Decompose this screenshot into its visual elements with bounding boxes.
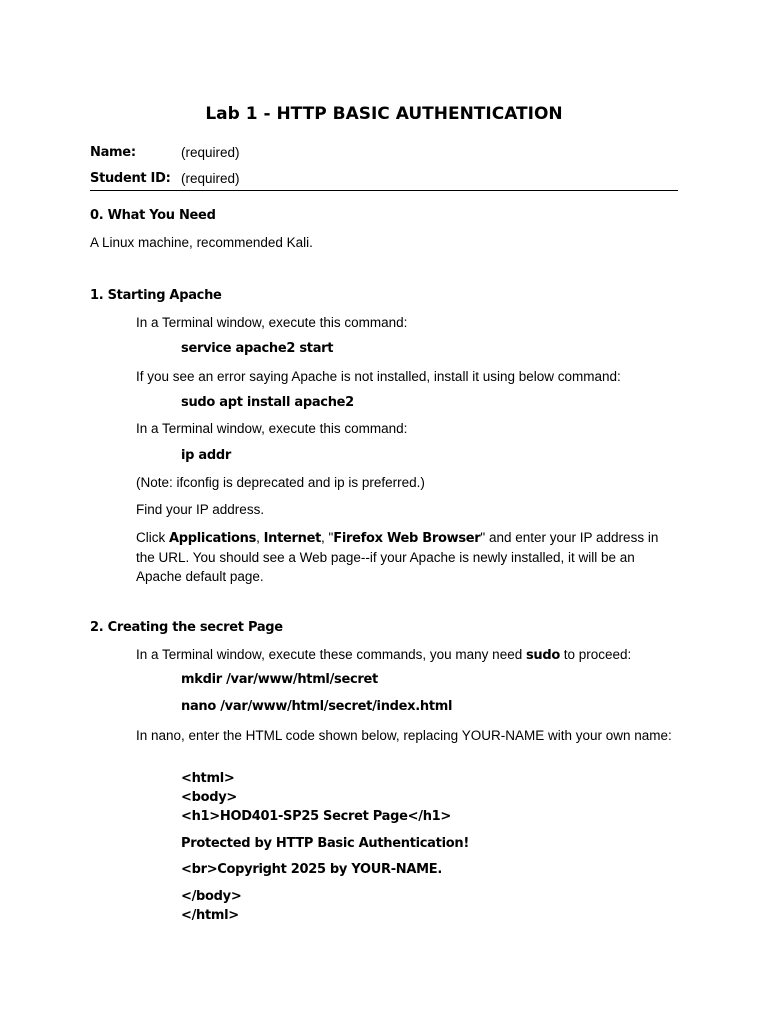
name-label: Name: bbox=[90, 145, 136, 160]
section-1-para-3: In a Terminal window, execute this command: bbox=[136, 421, 408, 436]
code-line: </html> bbox=[181, 908, 239, 923]
code-line: <br>Copyright 2025 by YOUR-NAME. bbox=[181, 862, 442, 877]
text-click: Click bbox=[136, 530, 169, 545]
text-instructions: " and enter your IP address in the URL. You should see a Web page--if your Apache is newly installed, it will be an Apache default page. bbox=[136, 530, 659, 584]
text-separator: , bbox=[256, 530, 264, 545]
text-commands-intro: In a Terminal window, execute these commands, you many need bbox=[136, 647, 526, 662]
command-install-apache: sudo apt install apache2 bbox=[181, 395, 354, 410]
section-2-para-2: In nano, enter the HTML code shown below, replacing YOUR-NAME with your own name: bbox=[136, 728, 672, 743]
text-separator: , " bbox=[321, 530, 334, 545]
section-1-para-2: If you see an error saying Apache is not installed, install it using below command: bbox=[136, 369, 621, 384]
code-line: Protected by HTTP Basic Authentication! bbox=[181, 836, 469, 851]
section-1-para-6 bbox=[136, 528, 676, 586]
header-divider bbox=[90, 190, 678, 191]
name-value: (required) bbox=[181, 145, 240, 160]
text-internet: Internet bbox=[263, 531, 321, 546]
section-0-heading: 0. What You Need bbox=[90, 208, 216, 223]
student-id-value: (required) bbox=[181, 171, 240, 186]
page-title: Lab 1 - HTTP BASIC AUTHENTICATION bbox=[205, 104, 563, 124]
student-id-label: Student ID: bbox=[90, 171, 171, 186]
text-applications: Applications bbox=[169, 531, 257, 546]
section-0-text: A Linux machine, recommended Kali. bbox=[90, 235, 313, 250]
text-firefox-web-browser: Firefox Web Browser bbox=[333, 531, 481, 546]
command-ip-addr: ip addr bbox=[181, 448, 231, 463]
section-1-para-1: In a Terminal window, execute this command: bbox=[136, 315, 408, 330]
code-line: <html> bbox=[181, 771, 235, 786]
section-1-note: (Note: ifconfig is deprecated and ip is preferred.) bbox=[136, 475, 425, 490]
section-1-heading: 1. Starting Apache bbox=[90, 288, 222, 303]
section-2-para-1 bbox=[136, 647, 631, 663]
section-2-heading: 2. Creating the secret Page bbox=[90, 620, 283, 635]
command-service-apache: service apache2 start bbox=[181, 341, 334, 356]
code-line: <body> bbox=[181, 790, 238, 805]
code-line: </body> bbox=[181, 889, 242, 904]
command-nano: nano /var/www/html/secret/index.html bbox=[181, 699, 453, 714]
section-1-para-5: Find your IP address. bbox=[136, 502, 265, 517]
text-sudo: sudo bbox=[525, 648, 560, 663]
command-mkdir: mkdir /var/www/html/secret bbox=[181, 672, 378, 687]
code-line: <h1>HOD401-SP25 Secret Page</h1> bbox=[181, 809, 452, 824]
text-proceed: to proceed: bbox=[560, 647, 632, 662]
